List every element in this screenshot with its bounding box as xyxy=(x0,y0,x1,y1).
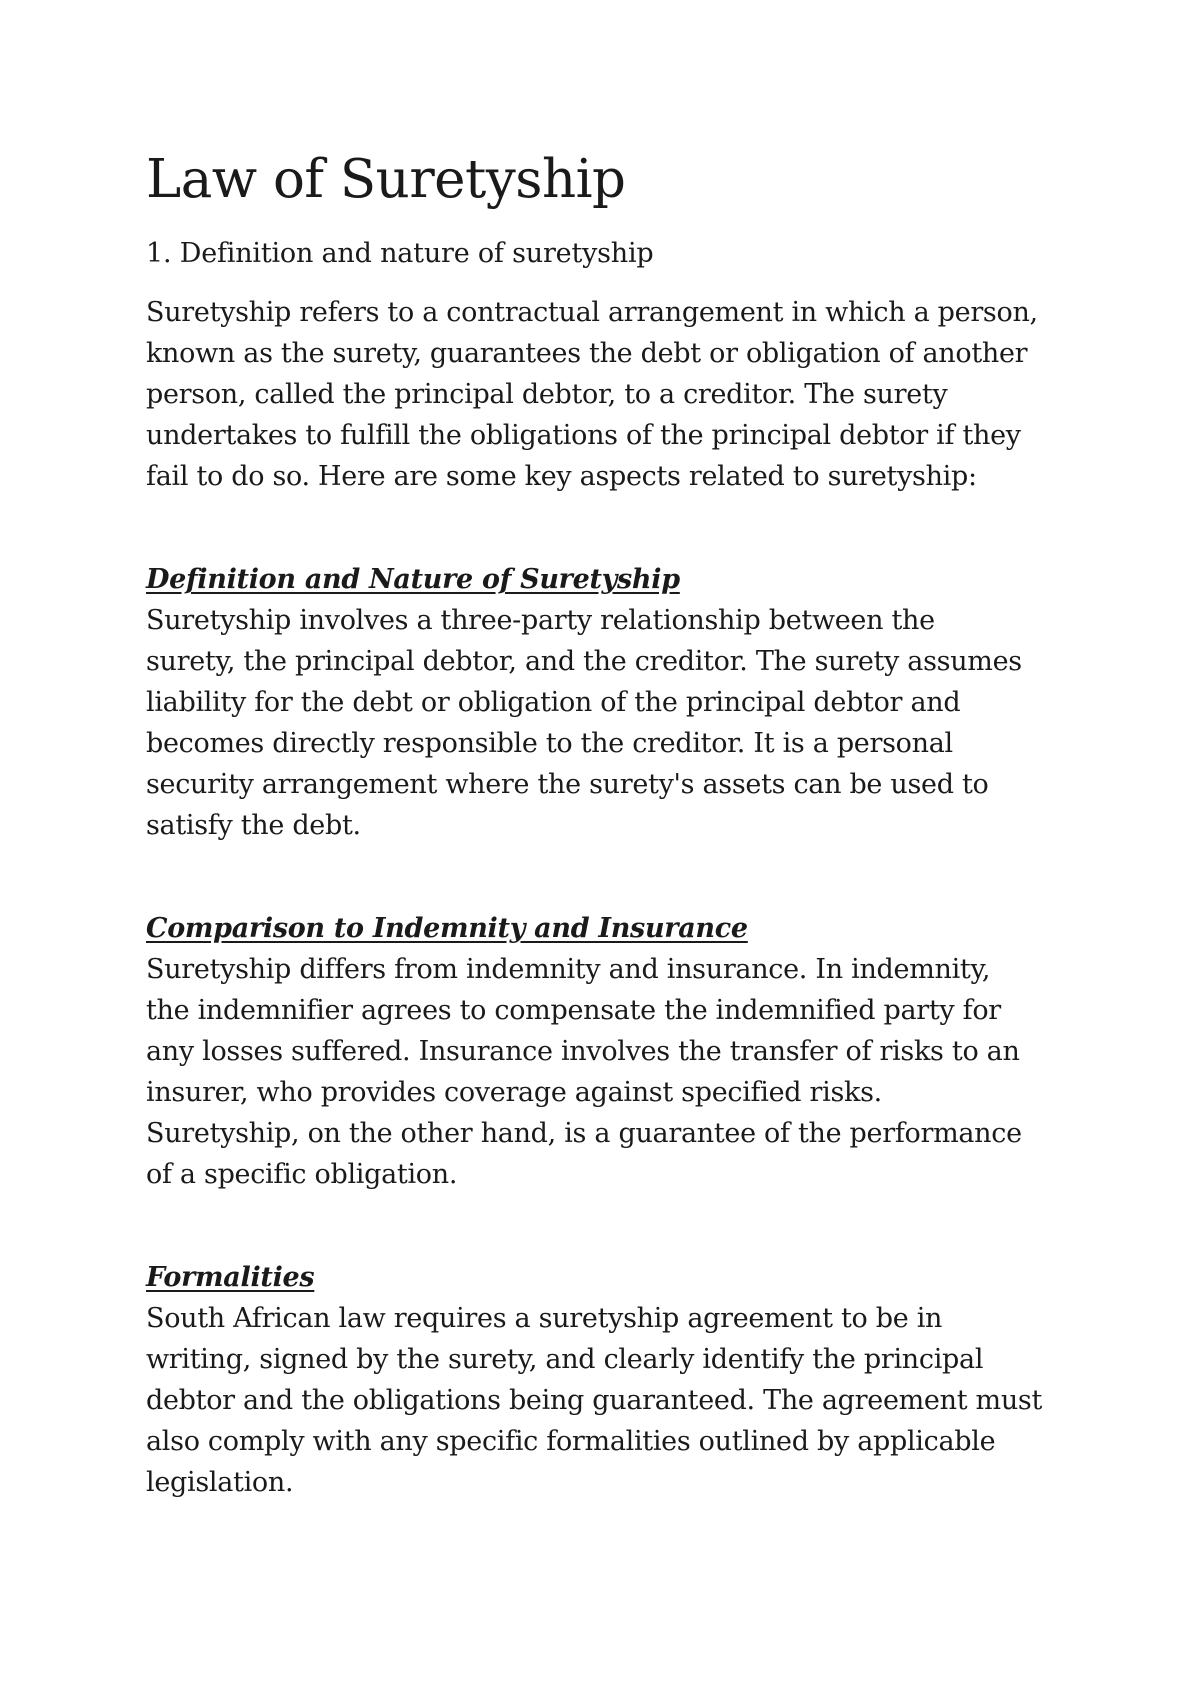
section-heading: Comparison to Indemnity and Insurance xyxy=(146,913,748,944)
section-heading: Formalities xyxy=(146,1262,315,1293)
section-body: Suretyship involves a three-party relationship between the surety, the principal debtor, and the creditor. The surety assumes liability for the debt or obligation of the principal debtor and becomes directly responsible to the creditor. It is a personal security arrangement where the surety's assets can be used to satisfy the debt. xyxy=(146,605,1022,841)
document-title: Law of Suretyship xyxy=(146,149,626,210)
document-page xyxy=(146,148,1076,1503)
section-heading: Definition and Nature of Suretyship xyxy=(146,564,680,595)
section-comparison xyxy=(146,908,1076,1195)
section-formalities xyxy=(146,1257,1076,1503)
section-body: Suretyship differs from indemnity and insurance. In indemnity, the indemnifier agrees to compensate the indemnified party for any losses suffered. Insurance involves the transfer of risks to an insurer, who provides coverage against specified risks. Suretyship, on the other hand, is a guarantee of the performance of a specific obligation. xyxy=(146,954,1022,1190)
intro-paragraph: Suretyship refers to a contractual arrangement in which a person, known as the surety, guarantees the debt or obligation of another person, called the principal debtor, to a creditor. The surety undertakes to fulfill the obligations of the principal debtor if they fail to do so. Here are some key aspects related to suretyship: xyxy=(146,297,1038,492)
section-definition xyxy=(146,559,1076,846)
section-body: South African law requires a suretyship agreement to be in writing, signed by the surety, and clearly identify the principal debtor and the obligations being guaranteed. The agreement must also comply with any specific formalities outlined by applicable legislation. xyxy=(146,1303,1043,1498)
section-number-title: 1. Definition and nature of suretyship xyxy=(146,238,654,269)
